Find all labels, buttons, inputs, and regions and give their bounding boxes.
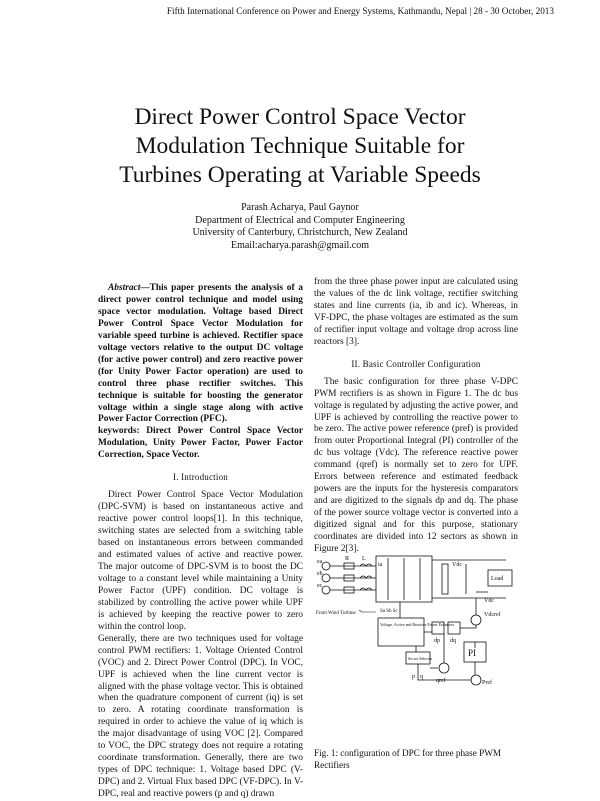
fig-label: From Wind Turbine bbox=[316, 611, 356, 616]
paper-title bbox=[0, 103, 600, 190]
title-line: Turbines Operating at Variable Speeds bbox=[119, 162, 481, 188]
continued-paragraph: from the three phase power input are calculated using the values of the dc link voltage, rectifier switching states and line currents (ia, ib and ic). Whereas, in VF-DPC, the phase voltages are estimated as the sum of rectifier input voltage and voltage drop across line reactors [3]. bbox=[314, 277, 518, 347]
fig-label: PI bbox=[468, 648, 477, 658]
fig-label: q bbox=[420, 674, 423, 680]
fig-label: Vdc bbox=[452, 562, 462, 568]
fig-label: Sector Selector bbox=[408, 656, 433, 661]
conference-header: Fifth International Conference on Power and Energy Systems, Kathmandu, Nepal | 28 - 30 October, 2013 bbox=[166, 6, 554, 16]
abstract-text: —This paper presents the analysis of a direct power control technique and model using space vector modulation. Voltage based Direct Power Control Space Vector Modulation for variable speed turbine is achieved. Rectifier space voltage vectors relative to the output DC voltage (for active power control) and zero reactive power (for Unity Power Factor operation) are used to control three phase rectifier switches. This technique is suitable for boosting the generator voltage within a single stage along with active Power Factor Correction (PFC). bbox=[98, 283, 303, 425]
abstract-label: Abstract bbox=[108, 283, 141, 293]
fig-label: dq bbox=[450, 638, 456, 644]
fig-label: Pref bbox=[482, 680, 492, 686]
configuration-paragraph: The basic configuration for three phase V-DPC PWM rectifiers is as shown in Figure 1. The dc bus voltage is regulated by adjusting the active power, and UPF is achieved by controlling the reactive power to be zero. The active power reference (pref) is provided from outer Proportional Integral (PI) controller of the dc bus voltage (Vdc). The reference reactive power command (qref) is normally set to zero for UPF. Errors between reference and estimated feedback powers are the inputs for the hysteresis comparators and are digitized to the signals dp and dq. The phase of the power source voltage vector is converted into a digitized signal and for this purpose, stationary coordinates are divided into 12 sectors as shown in Figure 2[3]. bbox=[314, 376, 518, 555]
fig-label: R bbox=[345, 556, 350, 562]
fig-label: ea bbox=[317, 559, 323, 565]
fig-label: L bbox=[362, 556, 366, 562]
author-block bbox=[0, 202, 600, 252]
dpc-configuration-figure bbox=[316, 552, 518, 770]
fig-label: qref bbox=[436, 678, 446, 684]
fig-label: Load bbox=[491, 576, 504, 582]
affiliation-line: University of Canterbury, Christchurch, New Zealand bbox=[192, 227, 408, 238]
intro-paragraph-2: Generally, there are two techniques used for voltage control PWM rectifiers: 1. Voltage Oriented Control (VOC) and 2. Direct Power Control (DPC). In VOC, UPF is achieved when the line current vector is aligned with the phase voltage vector. This is obtained when the quadrature component of current (iq) is set to zero. A rotating coordinate transformation is required in order to achieve the value of iq which is the major disadvantage of using VOC [2]. Compared to VOC, the DPC strategy does not require a rotating coordinate transformation. Generally, there are two types of DPC technique: 1. Voltage based DPC (V-DPC) and 2. Virtual Flux based DPC (VF-DPC). In V-DPC, real and reactive powers (p and q) drawn bbox=[98, 633, 303, 800]
fig-label: eb bbox=[317, 571, 323, 577]
fig-label: ec bbox=[317, 583, 323, 589]
figure-caption: Fig. 1: configuration of DPC for three phase PWM Rectifiers bbox=[314, 748, 502, 770]
fig-label: dp bbox=[434, 638, 440, 644]
right-column bbox=[314, 277, 518, 556]
fig-label: Vdcref bbox=[484, 612, 501, 618]
left-column bbox=[98, 283, 303, 801]
fig-label: Vdc bbox=[484, 598, 494, 604]
section-heading-introduction: I. Introduction bbox=[173, 472, 228, 483]
abstract bbox=[98, 283, 303, 426]
author-names: Parash Acharya, Paul Gaynor bbox=[241, 202, 359, 213]
intro-paragraph-1: Direct Power Control Space Vector Modulation (DPC-SVM) is based on instantaneous active and reactive power control loops[1]. In this technique, switching states are selected from a switching table based on instantaneous errors between commanded and estimated values of active and reactive power. The major outcome of DPC-SVM is to boost the DC voltage to a constant level while maintaining a Unity Power Factor (UPF) condition. DC voltage is stabilized by controlling the active power while UPF is achieved by keeping the reactive power to zero within the control loop. bbox=[98, 490, 303, 632]
email-line: Email:acharya.parash@gmail.com bbox=[230, 239, 370, 251]
title-line: Direct Power Control Space Vector bbox=[134, 104, 466, 130]
section-heading-configuration: II. Basic Controller Configuration bbox=[351, 358, 481, 369]
affiliation-line: Department of Electrical and Computer Engineering bbox=[195, 214, 405, 226]
fig-label: ia bbox=[378, 562, 383, 568]
fig-label: Voltage, Active and Reactive Power Estimator bbox=[380, 622, 455, 627]
title-line: Modulation Technique Suitable for bbox=[135, 133, 465, 159]
fig-label: Sa Sb Sc bbox=[380, 609, 398, 614]
fig-label: p bbox=[412, 674, 415, 680]
keywords: keywords: Direct Power Control Space Vector Modulation, Unity Power Factor, Power Factor Correction, Space Vector. bbox=[98, 426, 303, 461]
